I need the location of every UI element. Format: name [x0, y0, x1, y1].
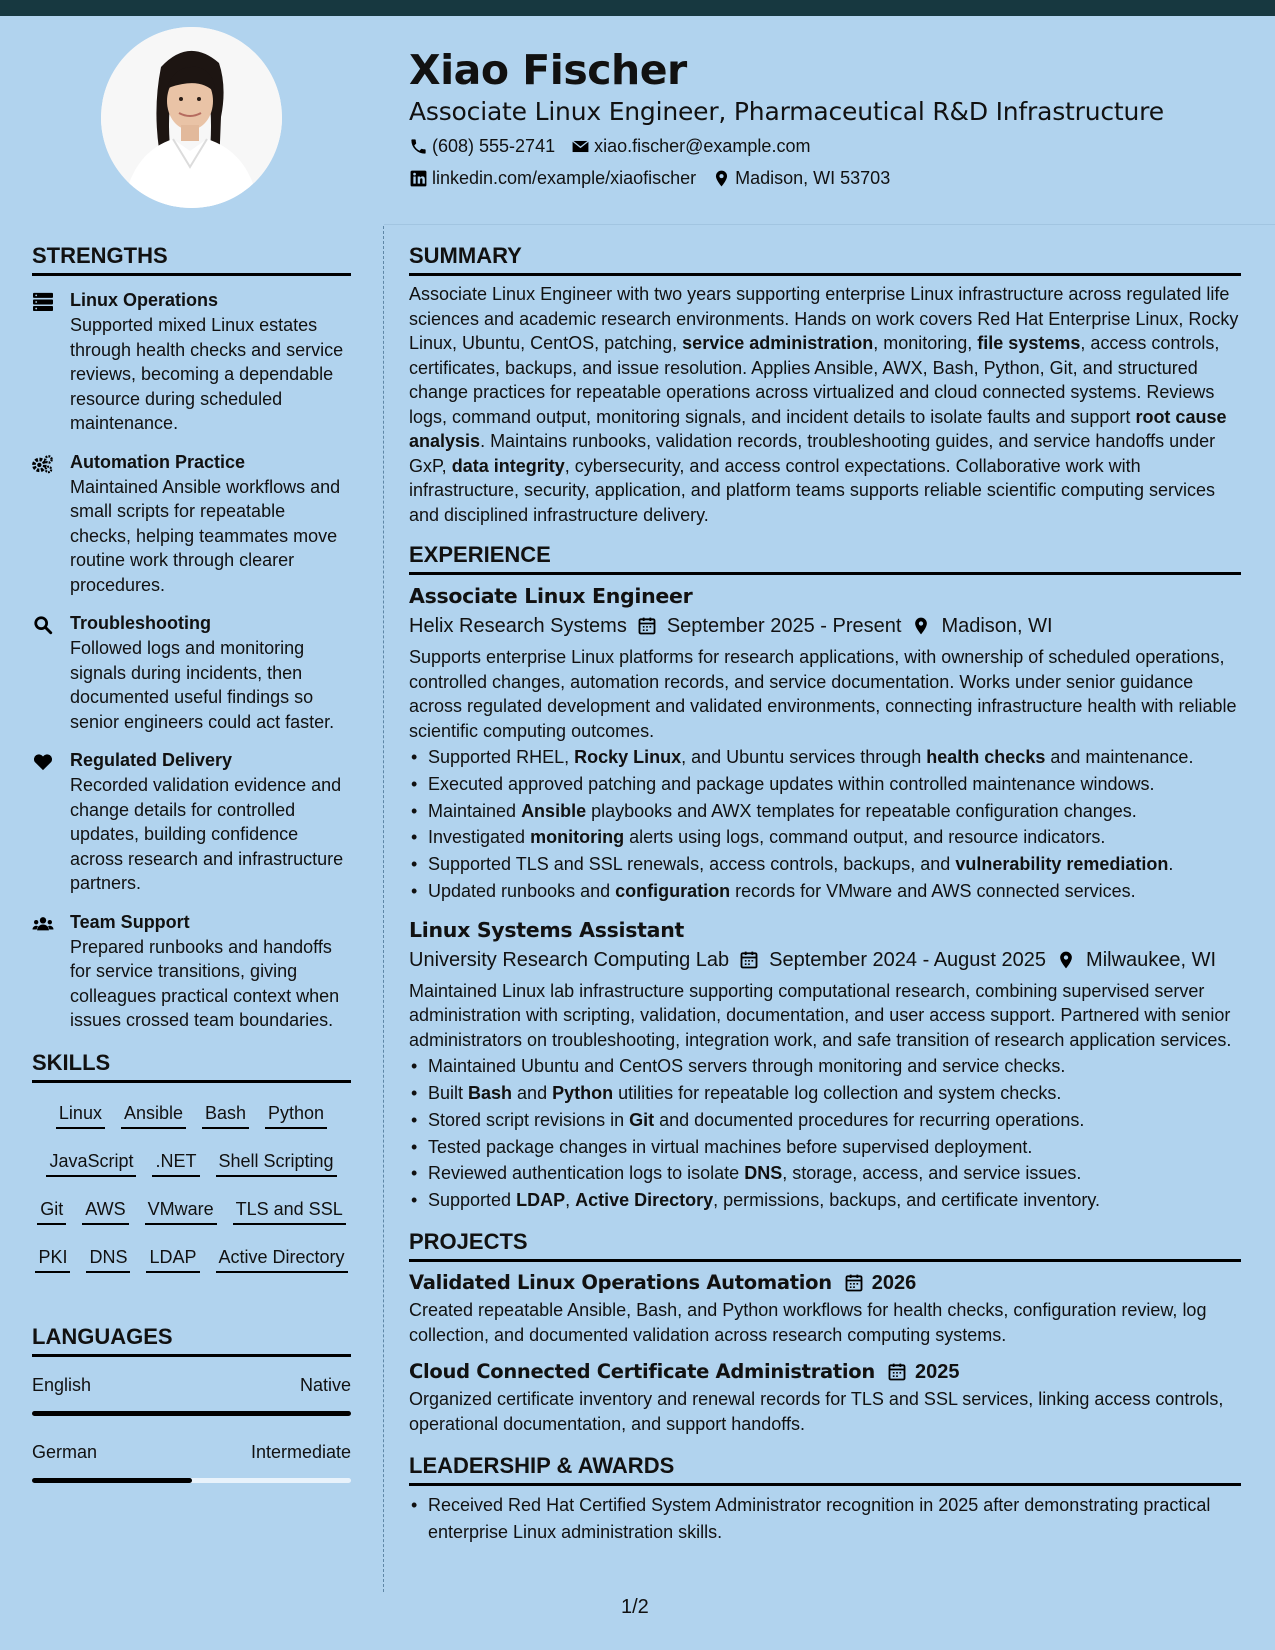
- job-dates: September 2025 - Present: [666, 615, 902, 637]
- calendar-icon: [844, 1273, 864, 1293]
- language-level: Intermediate: [250, 1441, 351, 1462]
- calendar-icon: [887, 1362, 907, 1382]
- job-dates: September 2024 - August 2025: [769, 948, 1047, 971]
- heart-icon: [32, 752, 54, 772]
- language-proficiency-fill: [32, 1478, 192, 1483]
- linkedin[interactable]: [409, 162, 696, 194]
- project-description: Created repeatable Ansible, Bash, and Python workflows for health checks, configuration review, log collection, and documented validation across research computing systems.: [409, 1300, 1207, 1345]
- strength-title: Regulated Delivery: [70, 750, 233, 770]
- envelope-icon: [571, 137, 590, 156]
- location: [712, 162, 890, 194]
- language-item: [32, 1371, 351, 1416]
- language-proficiency-bar: [32, 1478, 351, 1483]
- phone-text: (608) 555-2741: [432, 136, 556, 156]
- job-description: Maintained Linux lab infrastructure supporting computational research, combining supervised server administration with scripting, validation, documentation, and user access support. Partnered with senior administrators on troubleshooting, integration work, and safe transition of research application services.: [409, 980, 1232, 1050]
- email-text: xiao.fischer@example.com: [594, 136, 811, 156]
- strength-title: Troubleshooting: [70, 613, 211, 633]
- calendar-icon: [637, 616, 657, 636]
- language-proficiency-bar: [32, 1411, 351, 1416]
- job-bullets: [409, 744, 1241, 905]
- strength-title: Team Support: [70, 911, 190, 932]
- job-bullet: • Built Bash and Python utilities for repeatable log collection and system checks.: [409, 1080, 1241, 1107]
- job-bullet: • Stored script revisions in Git and documented procedures for recurring operations.: [409, 1107, 1241, 1134]
- profile-photo: [101, 27, 282, 208]
- phone-icon: [409, 137, 428, 156]
- linkedin-icon: [409, 169, 428, 188]
- strength-body: Supported mixed Linux estates through health checks and service reviews, becoming a dependable resource during scheduled maintenance.: [70, 315, 344, 433]
- strength-item: [32, 288, 351, 436]
- job-title: Associate Linux Engineer: [409, 584, 693, 608]
- skill-tag: Linux: [56, 1101, 105, 1129]
- job-location: Madison, WI: [941, 615, 1053, 637]
- skill-tag: Active Directory: [216, 1245, 348, 1273]
- project-year: 2025: [914, 1361, 960, 1384]
- project-name: Validated Linux Operations Automation: [409, 1271, 832, 1295]
- strength-item: [32, 450, 351, 598]
- left-column: [32, 240, 351, 1483]
- strength-title: Automation Practice: [70, 451, 246, 472]
- users-icon: [32, 914, 54, 934]
- strength-item: [32, 611, 351, 734]
- strength-body: Recorded validation evidence and change details for controlled updates, building confidence across research and infrastructure partners.: [70, 775, 344, 893]
- map-pin-icon: [911, 616, 931, 636]
- candidate-title: Associate Linux Engineer, Pharmaceutical R&D Infrastructure: [409, 97, 1164, 126]
- map-pin-icon: [712, 169, 731, 188]
- job-description: Supports enterprise Linux platforms for research applications, with ownership of scheduled operations, controlled changes, automation records, and service documentation. Works under senior guidance across regulated development and validated environments, connecting infrastructure health with reliable scientific computing outcomes.: [409, 647, 1237, 741]
- job-bullet: • Supported TLS and SSL renewals, access controls, backups, and vulnerability remediation.: [409, 851, 1241, 878]
- language-level: Native: [299, 1374, 351, 1395]
- column-divider: [383, 226, 384, 1592]
- language-name: English: [32, 1374, 92, 1395]
- skills-list: [32, 1095, 351, 1273]
- skill-tag: Ansible: [121, 1101, 186, 1129]
- top-bar: [0, 0, 1275, 16]
- job-bullet: • Supported LDAP, Active Directory, permissions, backups, and certificate inventory.: [409, 1187, 1241, 1214]
- strength-item: [32, 910, 351, 1033]
- server-icon: [32, 292, 54, 312]
- summary-text: Associate Linux Engineer with two years supporting enterprise Linux infrastructure across regulated life sciences and academic research environments. Hands on work covers Red Hat Enterprise Linux, Rocky Linux, Ubuntu, CentOS, patching, service administration, monitoring, file systems, access controls, certificates, backups, and issue resolution. Applies Ansible, AWX, Bash, Python, Git, and structured change practices for repeatable operations across virtualized and cloud connected systems. Reviews logs, command output, monitoring signals, and incident details to isolate faults and support root cause analysis. Maintains runbooks, validation records, troubleshooting guides, and service handoffs under GxP, data integrity, cybersecurity, and access control expectations. Collaborative work with infrastructure, security, application, and platform teams supports reliable scientific computing services and disciplined infrastructure delivery.: [409, 284, 1239, 525]
- skill-tag: Git: [37, 1197, 66, 1225]
- job-company: University Research Computing Lab: [409, 948, 730, 971]
- candidate-name: Xiao Fischer: [409, 46, 687, 94]
- project-name: Cloud Connected Certificate Administration: [409, 1360, 875, 1384]
- job-bullet: • Executed approved patching and package updates within controlled maintenance windows.: [409, 771, 1241, 798]
- language-name: German: [32, 1441, 98, 1462]
- job-bullet: • Updated runbooks and configuration records for VMware and AWS connected services.: [409, 878, 1241, 905]
- job-bullet: • Tested package changes in virtual machines before supervised deployment.: [409, 1134, 1241, 1161]
- job-entry: [409, 581, 1241, 905]
- job-entry: [409, 915, 1241, 1214]
- calendar-icon: [739, 950, 759, 970]
- page-number: 1/2: [621, 1596, 649, 1618]
- projects-heading: PROJECTS: [409, 1226, 1241, 1262]
- job-bullets: [409, 1053, 1241, 1214]
- strength-title: Linux Operations: [70, 290, 219, 310]
- skills-heading: SKILLS: [32, 1047, 351, 1083]
- email[interactable]: [571, 130, 810, 162]
- job-bullet: • Supported RHEL, Rocky Linux, and Ubuntu services through health checks and maintenance.: [409, 744, 1241, 771]
- strength-body: Prepared runbooks and handoffs for service transitions, giving colleagues practical context when issues crossed team boundaries.: [70, 936, 340, 1030]
- job-bullet: • Maintained Ubuntu and CentOS servers through monitoring and service checks.: [409, 1053, 1241, 1080]
- strength-body: Followed logs and monitoring signals during incidents, then documented useful findings so senior engineers could act faster.: [70, 638, 335, 732]
- skill-tag: .NET: [152, 1149, 199, 1177]
- strength-item: [32, 748, 351, 896]
- skill-tag: VMware: [145, 1197, 217, 1225]
- location-text: Madison, WI 53703: [735, 168, 891, 188]
- search-icon: [32, 615, 54, 635]
- project-description: Organized certificate inventory and renewal records for TLS and SSL services, linking access controls, operational documentation, and support handoffs.: [409, 1389, 1224, 1434]
- skill-tag: LDAP: [146, 1245, 199, 1273]
- job-title: Linux Systems Assistant: [409, 917, 684, 942]
- awards-list: [409, 1492, 1241, 1546]
- awards-heading: LEADERSHIP & AWARDS: [409, 1450, 1241, 1486]
- project-entry: [409, 1357, 1241, 1436]
- award-item: • Received Red Hat Certified System Administrator recognition in 2025 after demonstrating practical enterprise Linux administration skills.: [409, 1492, 1241, 1546]
- resume-header: [409, 40, 1249, 194]
- language-item: [32, 1438, 351, 1483]
- skill-tag: AWS: [82, 1197, 128, 1225]
- summary-heading: SUMMARY: [409, 240, 1241, 276]
- skill-tag: PKI: [35, 1245, 70, 1273]
- job-location: Milwaukee, WI: [1086, 948, 1217, 971]
- strength-body: Maintained Ansible workflows and small scripts for repeatable checks, helping teammates move routine work through clearer procedures.: [70, 476, 341, 595]
- skill-tag: Shell Scripting: [216, 1149, 337, 1177]
- experience-heading: EXPERIENCE: [409, 539, 1241, 575]
- languages-heading: LANGUAGES: [32, 1321, 351, 1357]
- project-year: 2026: [871, 1272, 917, 1295]
- skill-tag: Bash: [202, 1101, 249, 1129]
- skill-tag: DNS: [86, 1245, 130, 1273]
- job-company: Helix Research Systems: [409, 615, 627, 637]
- gears-icon: [32, 454, 54, 474]
- phone: [409, 130, 555, 162]
- job-bullet: • Maintained Ansible playbooks and AWX templates for repeatable configuration changes.: [409, 798, 1241, 825]
- job-bullet: • Investigated monitoring alerts using logs, command output, and resource indicators.: [409, 824, 1241, 851]
- language-proficiency-fill: [32, 1411, 351, 1416]
- right-column: [409, 240, 1241, 1546]
- map-pin-icon: [1056, 950, 1076, 970]
- project-entry: [409, 1268, 1241, 1347]
- job-bullet: • Reviewed authentication logs to isolate DNS, storage, access, and service issues.: [409, 1160, 1241, 1187]
- linkedin-text: linkedin.com/example/xiaofischer: [432, 168, 697, 188]
- header-divider: [384, 224, 1275, 225]
- skill-tag: TLS and SSL: [233, 1197, 346, 1225]
- skill-tag: Python: [265, 1101, 327, 1129]
- strengths-heading: STRENGTHS: [32, 240, 351, 276]
- skill-tag: JavaScript: [46, 1149, 136, 1177]
